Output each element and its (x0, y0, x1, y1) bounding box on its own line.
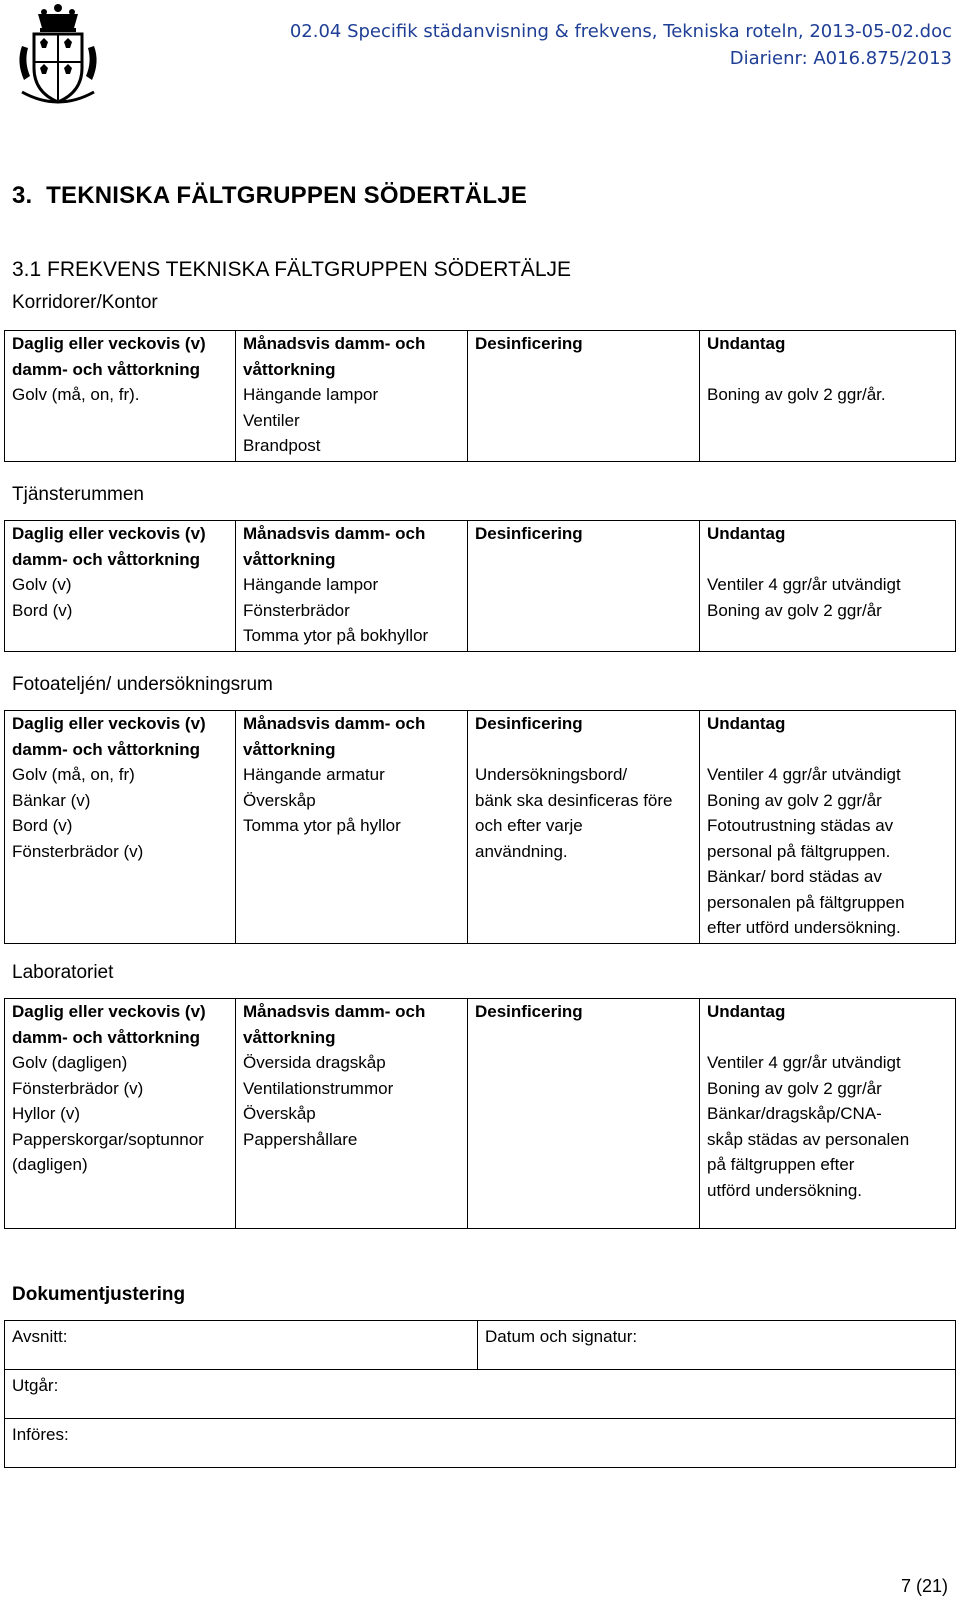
cell-daily (5, 711, 236, 944)
item: Ventilationstrummor (243, 1078, 394, 1098)
page-number: 7 (21) (900, 1576, 948, 1596)
cell-daily (5, 521, 236, 652)
frequency-table-tjansterummen (4, 520, 956, 652)
expires-field (5, 1370, 956, 1419)
cell-monthly (236, 711, 468, 944)
item: Fönsterbrädor (v) (12, 841, 144, 861)
heading-frequency: 3.1 FREKVENS TEKNISKA FÄLTGRUPPEN SÖDERTÄLJE (12, 258, 572, 281)
doc-adjust-table (4, 1320, 956, 1468)
item: Ventiler 4 ggr/år utvändigt (707, 575, 901, 594)
item: Golv (må, on, fr) (12, 765, 135, 784)
item: Papperskorgar/soptunnor (12, 1129, 204, 1149)
item: Bänkar/dragskåp/CNA- (707, 1104, 882, 1123)
item: Fotoutrustning städas av (707, 816, 894, 835)
frequency-table-korridorer (4, 330, 956, 462)
cell-exceptions (700, 521, 956, 652)
col-header-disinfection: Desinficering (475, 524, 583, 543)
section-title-tjansterummen: Tjänsterummen (12, 484, 144, 505)
doc-adjust-title: Dokumentjustering (12, 1284, 186, 1305)
item: skåp städas av personalen (707, 1129, 910, 1149)
section-title-laboratoriet: Laboratoriet (12, 962, 114, 983)
cell-disinfection (468, 711, 700, 944)
item: Fönsterbrädor (v) (12, 1078, 144, 1098)
item: Boning av golv 2 ggr/år. (707, 385, 886, 404)
item: Boning av golv 2 ggr/år (707, 600, 882, 620)
item: och efter varje (475, 816, 583, 835)
frequency-table-fotoateljen (4, 710, 956, 944)
item: Fönsterbrädor (243, 600, 350, 620)
diary-number: Diarienr: A016.875/2013 (729, 48, 952, 69)
item: Brandpost (243, 436, 321, 455)
item: Ventiler 4 ggr/år utvändigt (707, 1053, 901, 1072)
frequency-table-laboratoriet (4, 998, 956, 1229)
section-label: Avsnitt: (12, 1327, 68, 1346)
section-title-korridorer: Korridorer/Kontor (12, 292, 158, 313)
item: efter utförd undersökning. (707, 918, 901, 937)
item: Undersökningsbord/ (475, 765, 628, 784)
col-header-monthly: Månadsvis damm- och våttorkning (243, 1002, 426, 1047)
col-header-exceptions: Undantag (707, 334, 786, 353)
item: Golv (v) (12, 575, 72, 594)
cell-disinfection (468, 999, 700, 1229)
document-filename: 02.04 Specifik städanvisning & frekvens, Tekniska roteln, 2013-05-02.doc (289, 21, 952, 42)
col-header-daily: Daglig eller veckovis (v) damm- och våttorkning (12, 334, 206, 379)
col-header-daily: Daglig eller veckovis (v) damm- och våttorkning (12, 1002, 206, 1047)
section-title-fotoateljen: Fotoateljén/ undersökningsrum (12, 674, 273, 695)
cell-monthly (236, 331, 468, 462)
col-header-exceptions: Undantag (707, 1002, 786, 1021)
item: Överskåp (243, 1104, 316, 1123)
heading-main: 3. TEKNISKA FÄLTGRUPPEN SÖDERTÄLJE (12, 182, 528, 209)
item: Hyllor (v) (12, 1104, 80, 1123)
col-header-monthly: Månadsvis damm- och våttorkning (243, 524, 426, 569)
item: personal på fältgruppen. (707, 841, 891, 861)
col-header-exceptions: Undantag (707, 714, 786, 733)
cell-exceptions (700, 999, 956, 1229)
item: Bord (v) (12, 600, 73, 620)
col-header-monthly: Månadsvis damm- och våttorkning (243, 334, 426, 379)
col-header-disinfection: Desinficering (475, 1002, 583, 1021)
item: Ventiler 4 ggr/år utvändigt (707, 765, 901, 784)
cell-monthly (236, 521, 468, 652)
item: Hängande lampor (243, 575, 379, 594)
inserted-field (5, 1419, 956, 1468)
col-header-disinfection: Desinficering (475, 714, 583, 733)
inserted-label: Införes: (12, 1425, 69, 1444)
item: Boning av golv 2 ggr/år (707, 790, 882, 810)
item: Hängande armatur (243, 765, 385, 784)
document-header (290, 18, 952, 72)
item: Bänkar/ bord städas av (707, 867, 882, 886)
item: Ventiler (243, 410, 300, 430)
cell-exceptions (700, 331, 956, 462)
col-header-daily: Daglig eller veckovis (v) damm- och våttorkning (12, 714, 206, 759)
item: Tomma ytor på hyllor (243, 816, 401, 835)
item: användning. (475, 841, 568, 861)
item: Bord (v) (12, 816, 73, 835)
col-header-exceptions: Undantag (707, 524, 786, 543)
item: personalen på fältgruppen (707, 892, 905, 912)
section-field (5, 1321, 478, 1370)
item: Tomma ytor på bokhyllor (243, 626, 429, 645)
expires-label: Utgår: (12, 1376, 59, 1395)
item: Översida dragskåp (243, 1053, 386, 1072)
item: Överskåp (243, 790, 316, 810)
item: bänk ska desinficeras före (475, 790, 673, 810)
cell-disinfection (468, 521, 700, 652)
col-header-daily: Daglig eller veckovis (v) damm- och våttorkning (12, 524, 206, 569)
cell-daily (5, 331, 236, 462)
item: Boning av golv 2 ggr/år (707, 1078, 882, 1098)
crest-icon (14, 2, 102, 110)
item: Golv (må, on, fr). (12, 385, 140, 404)
cell-monthly (236, 999, 468, 1229)
item: Hängande lampor (243, 385, 379, 404)
col-header-monthly: Månadsvis damm- och våttorkning (243, 714, 426, 759)
item: (dagligen) (12, 1155, 88, 1174)
col-header-disinfection: Desinficering (475, 334, 583, 353)
item: på fältgruppen efter (707, 1155, 855, 1174)
cell-disinfection (468, 331, 700, 462)
date-signature-label: Datum och signatur: (485, 1327, 638, 1346)
item: utförd undersökning. (707, 1180, 862, 1200)
cell-daily (5, 999, 236, 1229)
date-signature-field (478, 1321, 956, 1370)
item: Pappershållare (243, 1129, 358, 1149)
item: Bänkar (v) (12, 790, 91, 810)
cell-exceptions (700, 711, 956, 944)
item: Golv (dagligen) (12, 1053, 128, 1072)
